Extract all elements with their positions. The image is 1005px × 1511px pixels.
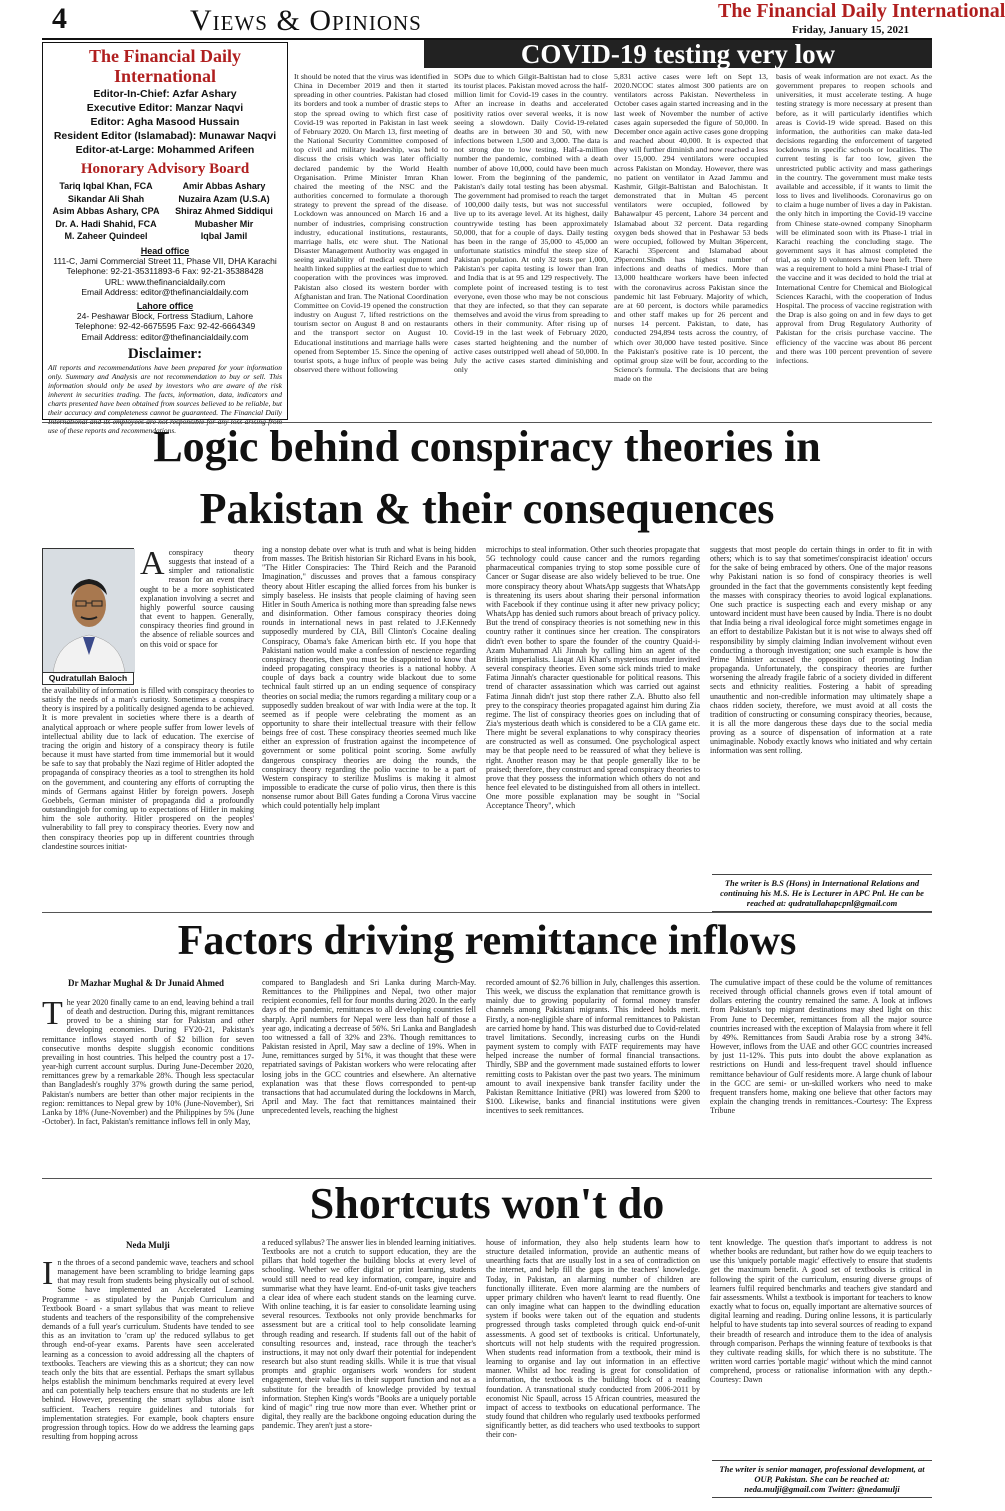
lahore-office-label: Lahore office	[136, 300, 194, 311]
board-member: Mubasher Mir	[194, 218, 254, 229]
drop-cap: I	[42, 1255, 54, 1292]
head-office-address: 111-C, Jami Commercial Street 11, Phase VII, DHA Karachi	[53, 255, 277, 266]
remittance-column-3: recorded amount of $2.76 billion in July, challenges this assertion. This week, we discuss the explanation that remittance growth is mainly due to growing popularity of formal money transfer channels among Pakistani migrants. This indeed holds merit. Firstly, a non-negligible share of informal remittances to Pakistan are carried home by hand. This was disturbed due to Covid-related travel limitations. Secondly, increasing curbs on the Hundi payment system to comply with FATF requirements may have helped increase the number of formal financial transactions. Thirdly, SBP and the government made sustained efforts to lower remitting costs to Pakistan over the past two years. The minimum amount to avail inexpensive bank transfer facility under the Pakistan Remittance Initiative (PRI) was lowered from $200 to $100. Likewise, banks and financial institutions were given incentives to seek remittances.	[486, 978, 700, 1116]
head-office-label: Head office	[140, 245, 190, 256]
conspiracy-column-1: the availability of information is filled with conspiracy theories to satisfy the needs of a man's curiosity. Sometimes a conspiracy theory is inspired by a politically designed agenda to be achieved. It is more prevalent in societies where there is a dearth of analytical approach or where people suffer from lower levels of intellectual ability due to lack of education. The exercise of tracing the origin and history of a conspiracy theory is futile because it must have started from time immemorial but it would be safe to say that probably the Nazi regime of Hitler adopted the propaganda of conspiracy theories as a tool to strengthen its hold on the government, and countering any efforts of corrupting the minds of Germans against Hitler by foreign powers. Joseph Goebbels, German minister of propaganda did a profoundly outstandingjob for coming up to expectations of Hitler in making him the sole authority. Hitler prospered on the peoples' vulnerability to fall prey to conspiracy theories. Every now and then conspiracy theories pop up in different countries through clandestine sources initiat-	[42, 686, 254, 851]
shortcuts-column-3: house of information, they also help students learn how to structure detailed information, provide an authentic means of unearthing facts that are usually lost in a sea of contradiction on the internet, and help fill the gaps in the teachers' knowledge. Today, in Pakistan, an alarming number of children are functionally illiterate. Even more alarming are the numbers of upper primary children who haven't learnt to read fluently. One can only imagine what can happen to the dwindling education system if books were taken out of the equation and students progressed through tasks completed through quick end-of-unit assessments. A good set of textbooks is critical. Unfortunately, shortcuts will not help students with the required progression. When students read information from a textbook, their mind is learning to organise and lay out information in an effective manner. Whilst ad hoc reading is great for consolidation of information, the textbook is the building block of a reading foundation. A transnational study conducted from 2006-2011 by economist Nic Spaull, across 15 African countries, measured the impact of access to textbooks on educational performance. The study found that children who regularly used textbooks performed significantly better, as did teachers who used textbooks to support their con-	[486, 1238, 700, 1440]
covid-headline: COVID-19 testing very low	[424, 40, 932, 68]
head-office-phone: Telephone: 92-21-35311893-6 Fax: 92-21-35388428	[66, 266, 264, 276]
shortcuts-headline: Shortcuts won't do	[309, 1179, 665, 1228]
conspiracy-column-2: ing a nonstop debate over what is truth and what is being hidden from masses. The British historian Sir Richard Evans in his book, "The Hitler Conspiracies: The Third Reich and the Paranoid Imagination," discusses and proves that a famous conspiracy theory about Hitler escaping the allied forces from his bunker is simply baseless. He insists that people claiming of having seen Hitler in South America is nothing more than spreading false news and disinformation. Other famous conspiracy theories doing rounds in international news in past related to J.F.Kennedy supposedly murdered by CIA, Bill Clinton's Cocaine dealing Conspiracy, Obama's fake American birth etc. If you hope that Pakistani nation would make a confession of nescience regarding conspiracy theories, then you must be disappointed to know that indeed propagating conspiracy theories is a national hobby. A couple of days back a country wide blackout due to some technical fault stirred up an un ending sequence of conspiracy theories on social media; the rumors regarding a military coup or a supposedly sudden breakout of war with India were at the top. It seemed as if people were celebrating the moment as an opportunity to share their intellectual treasure with their fellow beings free of cost. These conspiracy theories seemed much like either an expression of frustration against the incompetence of government or some political point scoring. Some awfully dangerous conspiracy theories are doing the rounds, the conspiracy theory regarding the polio vaccine to be a part of Western conspiracy to sterilize Muslims is making it almost impossible to eradicate the curse of polio virus, then there is this nonsense rumor about Bill Gates funding a Corona Virus vaccine which could potentially help implant	[262, 545, 476, 811]
board-member: Amir Abbas Ashary	[182, 181, 266, 191]
covid-column-1: It should be noted that the virus was identified in China in December 2019 and then it started spreading in other countries. Pakistan had closed its borders and took a number of drastic steps to stop the spread owing to which first case of Covid-19 was reported in Pakistan in last week of February 2020. On March 13, first meeting of the National Security Committee composed of top civil and military leadership, was held to discuss the crisis which was later officially declared pandemic by the World Health Organisation. Prime Minister Imran Khan chaired the meeting of the NSC and the authorities concerned to formulate a thorough strategy to prevent the spread of the disease. Lockdown was announced on March 16 and a number of industries, comprising construction industry, educational institutions, restaurants, marriage halls, etc were shut. The National Disaster Management Authority was engaged in seeing availability of medical equipment and health linked supplies at the earliest due to which cooperation with the provinces was improved. Pakistan also closed its western border with Afghanistan and Iran. The National Coordination Committee on Covid-19 opened the construction industry on August 7, lifted restrictions on the tourism sector on August 8 and on restaurants and the transport sector on August 10. Educational institutions and marriage halls were opened from September 15. Since the opening of tourist spots, a huge influx of people was being observed there without following	[294, 72, 448, 374]
head-office-email[interactable]: Email Address: editor@thefinancialdaily.com	[81, 287, 249, 297]
masthead-title: The Financial Daily International	[88, 46, 241, 86]
remittance-column-4: The cumulative impact of these could be the volume of remittances received through official channels grows even if total amount of dollars entering the country remained the same. A look at inflows from Pakistan's top migrant destinations may shed light on this: From June to December, remittances from all the major source countries increased with the exception of Malaysia from where it fell by 49%. Remittances from Saudi Arabia rose by a strong 34%. However, inflows from the UAE and other GCC countries increased by just 11-12%. This puts into doubt the above explanation as restrictions on Hundi and less-frequent travel should influence remittance behaviour of Gulf residents more. A large chunk of labour in the GCC are semi- or un-skilled workers who need to make frequent transfers home, making one believe that other factors may explain the changing trends in remittances.-Courtesy: The Express Tribune	[710, 978, 932, 1116]
staff-line: Editor-at-Large: Mohammed Arifeen	[75, 144, 255, 156]
conspiracy-headline-line2: Pakistan & their consequences	[199, 484, 775, 533]
conspiracy-headline-line1: Logic behind conspiracy theories in	[153, 422, 821, 471]
remittance-headline: Factors driving remittance inflows	[177, 918, 797, 964]
staff-line: Resident Editor (Islamabad): Munawar Naqvi	[53, 130, 277, 142]
board-member: Asim Abbas Ashary, CPA	[52, 206, 160, 216]
conspiracy-intro	[140, 545, 254, 684]
remittance-byline: Dr Mazhar Mughal & Dr Junaid Ahmed	[68, 978, 225, 988]
disclaimer-text: All reports and recommendations have been prepared for your information only. Summary and Analysis are not recommendation to buy or sell. This information should only be used by investors who are aware of the risk inherent in securities trading. The facts, information, data, indicators and charts presented have been obtained from sources believed to be reliable, but their accuracy and completeness cannot be guaranteed. The Financial Daily use of these reports and recommendations.	[48, 363, 282, 435]
author-photo	[42, 548, 134, 672]
covid-column-3: 5,831 active cases were left on Sept 13, 2020.NCOC states almost 300 patients are on ventilators across Pakistan. Nevertheless in October cases again started increasing and in the last week of November the number of active cases again superseded the figure of 50,000. In December once again active cases gone dropping and reached about 40,000. It is expected that they will further diminish and now reached a less over 15,000. 294 ventilators were occupied across Pakistan on Monday. However, there was no patient on ventilator in Azad Jammu and Kashmir, Gilgit-Baltistan and Balochistan. It demonstrated that in Multan 45 percent ventilators were occupied, followed by Bahawalpur 45 percent, Lahore 34 percent and Islamabad about 32 percent. Data regarding oxygen beds showed that in Peshawar 53 beds were occupied, followed by Multan 36percent, Karachi 35percent and Islamabad about 29percent.Sindh has highest number of infections and deaths of medics. More than 13,000 healthcare workers have been infected with the coronavirus across Pakistan since the pandemic hit last February. Majority of which, are at 60 percent, is doctors while paramedics and other staff makes up for 26 percent and nurses 14 percent. Pakistan, to date, has conducted 294,894 tests across the country, of which over 30,000 have tested positive. Since the Pakistan's positive rate is 10 percent, the optimal group size will be four, according to the Science's formula. The decisions that are being made on the	[614, 72, 768, 384]
shortcuts-column-1-text: n the throes of a second pandemic wave, teachers and school management have been scrambling to bridge learning gaps that may result from students being physically out of school. Some have implemented an Accelerated Learning Programme - as stipulated by the Punjab Curriculum and Textbook Board - a smart syllabus that was meant to relieve students and teachers of the responsibility of the comprehensive demands of a full year's curriculum. Students have tended to see this as an invitation to 'cram up' the reduced syllabus to get through end-of-year exams. Parents have seen accelerated learning as a concession to avoid addressing all the chapters of textbooks. Teachers are viewing this as a shortcut; they can now teach only the bits that are essential. Perhaps the smart syllabus helps establish the minimum benchmarks required at every level and can potentially help teachers ensure that no students are left behind. However, presenting the smart syllabus alone isn't sufficient. Teachers require guidelines and tutorials for implementation strategies. For example, book chapters ensure progression through topics. How do we address the learning gaps resulting from hopping across	[42, 1258, 254, 1441]
shortcuts-byline: Neda Mulji	[126, 1240, 170, 1250]
page-number: 4	[52, 2, 67, 35]
board-member: Sikandar Ali Shah	[67, 193, 145, 204]
section-title: Views & Opinions	[190, 4, 422, 37]
remittance-column-2: compared to Bangladesh and Sri Lanka during March-May. Remittances to the Philippines and Nepal, two other major recipient economies, fell for four months during 2020. In the early days of the pandemic, remittances to all developing countries fell sharply. April numbers for Nepal were less than half of those a year ago, indicating a decrease of 56%. Sri Lanka and Bangladesh too witnessed a fall of 32% and 23%. Though remittances to Pakistan resisted in April, May saw a decline of 19%. When in June, remittances surged by 51%, it was thought that these were repatriated savings of Pakistan workers who were relocating after losing jobs in the GCC countries and elsewhere. An alternative explanation was that these flows corresponded to pent-up transactions that had accumulated during the lockdowns in March, April and May. The fact that remittances maintained their unprecedented levels, reaching the highest	[262, 978, 476, 1116]
board-member: Dr. A. Hadi Shahid, FCA	[55, 218, 157, 229]
lahore-office-email[interactable]: Email Address: editor@thefinancialdaily.com	[81, 331, 249, 342]
brand-name: The Financial Daily International	[718, 0, 1005, 22]
staff-line: Executive Editor: Manzar Naqvi	[86, 102, 244, 114]
drop-cap: T	[42, 995, 63, 1032]
lahore-office-phone: Telephone: 92-42-6675595 Fax: 92-42-6664349	[74, 321, 256, 331]
head-office-url[interactable]: URL: www.thefinancialdaily.com	[104, 276, 226, 287]
shortcuts-column-4: tent knowledge. The question that's important to address is not whether books are redundant, but rather how do we equip teachers to use this 'uniquely portable magic' effectively to ensure that students get the maximum benefit. A good set of textbooks is critical in following the spirit of the curriculum, ensuring diverse groups of learners fulfil required benchmarks and teachers give standard and fair assessments. Whilst a textbook is important for teachers to know exactly what to focus on, equally important are alternative sources of digital learning and reading. During online lessons, it is particularly helpful to have students tap into several sources of reading to expand their breadth of research and introduce them to the idea of analysis through comparison. Perhaps the winning feature of textbooks is that they cultivate reading skills, for which there is no substitute. The written word carries 'portable magic' without which the mind cannot comprehend, process or rationalise information with any depth.-Courtesy: Dawn	[710, 1238, 932, 1385]
drop-cap: A	[140, 545, 165, 582]
conspiracy-column-4: suggests that most people do certain things in order to fit in with others; which is to say that sometimes'conspiracist ideation' occurs for the sake of being embraced by others. One of the major reasons why Pakistani nation is so fond of conspiracy theories is well grounded in the fact that the governments consistently kept feeding the masses with conspiracy theories to avoid logical explanations. One such practice is suspecting each and every mishap or any untoward incident must have been caused by India. There is no doubt that India being a rival ideological force might sometimes engage in an effort to destabilize Pakistan but it is not wise to always shed off responsibility by simply claiming Indian involvement without even conducting a thorough investigation; one such example is how the Prime Minister accused the opposition of promoting Indian propaganda. Unfortunately, the conspiracy theories are further worsening the already fragile fabric of a society divided in different sects and ethnicity realities. Fostering a habit of spreading unauthentic and non-credible information may ultimately shape a chaos ridden society, therefore, we must avoid at all costs the tradition of constructing or consuming conspiracy theories, because, it is all the more dangerous these days due to the social media proving as a source of dispensation of information at a rate unimaginable. Nobody exactly knows who initiated and why certain information was sent rolling.	[710, 545, 933, 756]
issue-date: Friday, January 15, 2021	[792, 24, 910, 36]
masthead-box	[42, 42, 288, 435]
shortcuts-column-1	[42, 1255, 254, 1508]
conspiracy-column-3: microchips to steal information. Other such theories propagate that 5G technology could cause cancer and the rumors regarding pharmaceutical companies trying to stop some possible cure of Cancer or Sugar disease are also widely believed to be true. One more conspiracy theory about WhatsApp suggests that WhatsApp is threatening its users about sharing their personal information with Facebook if they continue using it after new privacy policy; WhatsApp has denied such rumors about breach of privacy policy. But the trend of conspiracy theories is not something new in this country rather it continues since her creation. The conspirators didn't even bother to spare the founder of the country Quaid-i-Azam Muhammad Ali Jinnah by calling him an agent of the British imperialists. Liaqat Ali Khan's mysterious murder invited several conspiracy theories. Even some sick minds tried to make Fatima Jinnah's character questionable for political reasons. This trend of character assassination which was carried out against Fatima Jinnah didn't just stop there rather Z.A. Bhutto also fell prey to the conspiracy theories propagated against him during Zia regime. The list of conspiracy theories goes on including that of Zia's mysterious death which is considered to be a CIA game etc. There might be several explanations to why conspiracy theories are constructed as well as consumed. One psychological aspect may be that people need to be reassured of what they believe is right. Another reason may be that people generally like to be praised; therefore, they construct and spread conspiracy theories to prove that they possess the information which others do not and hence feel elevated to be distinguished from all others in intellect. One more possible explanation may be sought in "Social Acceptance Theory", which	[486, 545, 700, 811]
board-member: Nuzaira Azam (U.S.A)	[178, 193, 270, 204]
remittance-column-1-text: he year 2020 finally came to an end, leaving behind a trail of death and destruction. During this, migrant remittances proved to be a shining star for Pakistan and other developing economies. During FY20-21, Pakistan's remittance inflows stayed north of $2 billion for seven consecutive months despite sluggish economic conditions prevailing in host countries. This helped the country post a 17-year-high current account surplus. During June-December 2020, remittances grew by a remarkable 28%. Though less spectacular than Bangladesh's roughly 37% growth during the same period, Pakistan's numbers are better than other major recipients in the region: remittances to Nepal grew by 10% (June-November), Sri Lanka by 18% (June-November) and the Philippines by 5% (June -October). In fact, Pakistan's remittance inflows fell in only May,	[42, 998, 254, 1127]
covid-column-4: basis of weak information are not exact. As the government prepares to reopen schools and universities, it must accelerate testing. A huge testing strategy is more necessary at present than before, as it will particularly identifies which areas is Covid-19 wide spread. Based on this information, the authorities can make data-led decisions regarding the enforcement of targeted lockdowns in specific schools or localities. The current testing is far too low, given the unrestricted public activity and mass gatherings in the country. The government must make tests available and accessible, if it wants to limit the loss to lives and livelihoods. Coronavirus go on to claim a huge number of lives a day in Pakistan. the only hitch in importing the Covid-19 vaccine from Chinese state-owned company Sinopharm will be eliminated soon with its Phase-1 trial in Karachi reaching the concluding stage. The government says it has almost completed the trial, as only 10 volunteers have been left. There was a requirement to hold a mini Phase-I trial of the vaccine and it was decided to hold the trial at International Centre for Chemical and Biological Sciences Karachi, with the cooperation of Indus Hospital. The process of vaccine registration with the Drap is also going on and in few days to get approval from Drug Regulatory Authority of Pakistan for the crisis purchase vaccine. The efficiency of the vaccine was about 86 percent and there was 100 percent prevention of severe infections.	[776, 72, 932, 365]
covid-column-2: SOPs due to which Gilgit-Baltistan had to close its tourist places. Pakistan moved across the half-million limit for Covid-19 cases in the country. After an increase in deaths and accelerated positivity ratios over several weeks, it is now seeing a slowdown. Daily Covid-19-related deaths are in between 30 and 50, with new infections between 1,500 and 3,000. The data is not strong due to low testing. Half-a-million number the pandemic, combined with a death number of above 10,000, could have been much lower. From the beginning of the pandemic, Pakistan's daily total testing has been abysmal. The government had promised to reach the target of 100,000 daily tests, but was not successful live up to its average level. At its highest, daily countrywide testing has been approximately 50,000, that for a couple of days. Daily testing has been in the range of 35,000 to 45,000 an unfortunate statistics mindful the steep size of Pakistan population. At only 32 tests per 1,000, Pakistan's per capita testing is lower than Iran and India that is at 95 and 129 respectively. The complete point of increased testing is to test everyone, even those who may be not conscious that they are infected, so that they can separate themselves and avoid the virus from spreading to others in their community. After rising up of Covid-19 in the last week of February 2020, cases started heightening and the number of active cases outstripped well ahead of 50,000. In July the active cases started diminishing and only	[454, 72, 608, 374]
divider	[42, 912, 932, 913]
conspiracy-author-note: The writer is B.S (Hons) in International Relations and continuing his M.S. He is Lecturer in APC Pnl. He can be reached at: qudratullahapcpnl@gmail.com	[712, 874, 932, 912]
board-member: M. Zaheer Quindeel	[64, 231, 148, 241]
advisory-board-title: Honorary Advisory Board	[80, 161, 250, 177]
board-member: Shiraz Ahmed Siddiqui	[175, 206, 273, 216]
shortcuts-column-2: a reduced syllabus? The answer lies in blended learning initiatives. Textbooks are not a crutch to support education, they are the pillars that hold together the building blocks at every level of schooling. Whether we offer digital or print learning, students would still need to read key information, compare, inquire and summarise what they have learnt. End-of-unit tasks give teachers a clear idea of where each student stands on the learning curve. With online teaching, it is far easier to consolidate learning using several resources. Textbooks not only provide benchmarks for assessment but are a critical tool to help consolidate learning through reading and research. If students fall out of the habit of consulting resources and, instead, race through the teacher's instructions, it may not only dwarf their potential for independent research but also stunt reading skills. While it is true that visual prompts and graphic organisers work wonders for student engagement, their value lies in their support function and not as a substitute for the breadth of knowledge provided by textual information. Stephen King's words "Books are a uniquely portable kind of magic" ring true now more than ever. Whether print or digital, they really are the backbone ongoing education during the pandemic. They aren't just a store-	[262, 1238, 477, 1431]
lahore-office-address: 24- Peshawar Block, Fortress Stadium, Lahore	[76, 310, 254, 321]
conspiracy-intro-text: conspiracy theory suggests that instead of a simpler and rationalistic reason for an event there ought to be a more sophisticated explanation involving a secret and highly powerful source causing that event to happen. Generally, conspiracy theories find ground in the absence of reliable sources and on this void or space for	[140, 548, 254, 649]
advisory-board-list	[43, 180, 287, 243]
staff-line: Editor-In-Chief: Azfar Ashary	[93, 88, 237, 100]
disclaimer-title: Disclaimer:	[127, 346, 203, 362]
staff-line: Editor: Agha Masood Hussain	[90, 116, 240, 128]
board-member: Iqbal Jamil	[200, 231, 248, 241]
board-member: Tariq Iqbal Khan, FCA	[59, 181, 153, 191]
shortcuts-author-note: The writer is senior manager, professional development, at OUP, Pakistan. She can be reached at: neda.mulji@gmail.com Twitter: @nedamulji	[712, 1460, 932, 1498]
author-photo-caption: Qudratullah Baloch	[42, 672, 134, 685]
remittance-column-1	[42, 995, 254, 1176]
